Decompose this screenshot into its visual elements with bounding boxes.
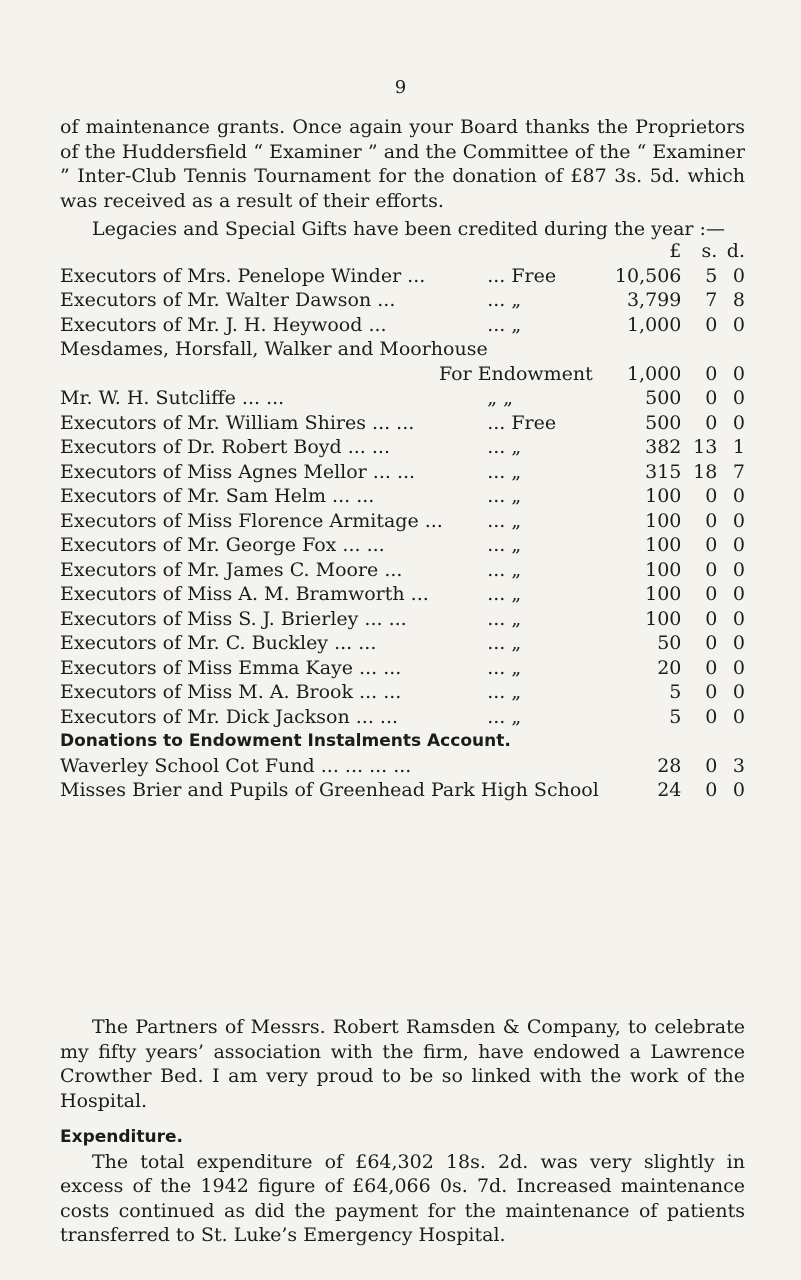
legacy-name: Executors of Mrs. Penelope Winder ...	[60, 264, 426, 287]
legacy-pounds: 500	[645, 387, 682, 409]
donations-heading-row	[60, 729, 745, 754]
legacy-shillings: 0	[705, 534, 718, 556]
endowment-row	[60, 362, 745, 387]
legacy-shillings: 0	[705, 485, 718, 507]
legacy-row	[60, 705, 745, 730]
column-heads	[60, 239, 745, 264]
legacy-pence: 0	[732, 485, 745, 507]
legacy-row	[60, 680, 745, 705]
legacy-name: Mr. W. H. Sutcliffe ... ...	[60, 387, 285, 409]
legacy-name: Executors of Mr. George Fox ... ...	[60, 534, 385, 556]
donation-row	[60, 754, 745, 779]
legacy-pounds: 500	[645, 411, 682, 434]
mesdames-line: Mesdames, Horsfall, Walker and Moorhouse	[60, 338, 488, 360]
donation-pounds: 24	[657, 779, 682, 801]
legacy-pence: 0	[732, 534, 745, 556]
pence-head: d.	[726, 240, 745, 262]
legacy-pence: 8	[732, 289, 745, 311]
legacy-name: Executors of Mr. Walter Dawson ...	[60, 289, 396, 311]
legacy-pence: 0	[732, 681, 745, 703]
donation-row	[60, 778, 745, 803]
legacy-tag: ... „	[487, 607, 522, 630]
legacy-name: Executors of Miss Florence Armitage ...	[60, 509, 443, 532]
donation-shillings: 0	[705, 754, 718, 777]
expenditure-text: The total expenditure of £64,302 18s. 2d. was very slightly in excess of the 1942 figure of £64,066 0s. 7d. Increased maintenance costs continued as did the payment for the maintenance of patients transferred to St. Luke’s Emergency Hospital.	[60, 1150, 745, 1246]
legacy-tag: ... „	[487, 681, 522, 703]
legacy-pence: 0	[732, 264, 745, 287]
donation-name: Misses Brier and Pupils of Greenhead Park High School	[60, 779, 599, 801]
legacy-row	[60, 631, 745, 656]
legacy-shillings: 0	[705, 632, 718, 654]
legacy-name: Executors of Miss M. A. Brook ... ...	[60, 681, 402, 703]
legacy-tag: „ „	[487, 387, 513, 409]
legacy-tag: ... „	[487, 632, 522, 654]
legacy-pounds: 100	[645, 583, 682, 605]
intro-text: of maintenance grants. Once again your Board thanks the Proprietors of the Huddersfield “ Examiner ” and the Committee of the “ Examiner ” Inter-Club Tennis Tournament for the donation of £87 3s. 5d. which was received as a result of their efforts.	[60, 116, 745, 212]
legacy-shillings: 0	[705, 509, 718, 532]
legacy-row	[60, 288, 745, 313]
legacy-row	[60, 386, 745, 411]
legacy-shillings: 0	[705, 411, 718, 434]
legacy-pence: 0	[732, 607, 745, 630]
donation-shillings: 0	[705, 779, 718, 801]
legacy-tag: ... „	[487, 656, 522, 679]
legacy-pounds: 3,799	[626, 289, 682, 311]
legacy-shillings: 0	[705, 607, 718, 630]
donations-heading: Donations to Endowment Instalments Account.	[60, 731, 511, 751]
legacy-pence: 0	[732, 632, 745, 654]
legacy-tag: ... Free	[487, 264, 557, 287]
legacy-shillings: 0	[705, 387, 718, 409]
legacy-pounds: 50	[657, 632, 682, 654]
intro-paragraph	[60, 115, 745, 242]
legacy-name: Executors of Mr. J. H. Heywood ...	[60, 313, 387, 336]
pounds-head: £	[669, 240, 682, 262]
legacies-table	[60, 239, 745, 803]
legacy-row	[60, 484, 745, 509]
legacy-row	[60, 656, 745, 681]
legacy-shillings: 13	[693, 436, 718, 458]
expenditure-heading: Expenditure.	[60, 1127, 183, 1147]
legacy-pounds: 20	[657, 656, 682, 679]
endowment-s: 0	[705, 362, 718, 385]
legacy-name: Executors of Mr. Dick Jackson ... ...	[60, 705, 399, 728]
endowment-pounds: 1,000	[626, 362, 682, 385]
legacy-name: Executors of Mr. C. Buckley ... ...	[60, 632, 377, 654]
legacy-pounds: 315	[645, 460, 682, 483]
legacy-pounds: 10,506	[614, 264, 682, 287]
legacy-shillings: 0	[705, 313, 718, 336]
legacy-row	[60, 411, 745, 436]
shillings-head: s.	[701, 240, 718, 262]
legacy-pounds: 100	[645, 534, 682, 556]
legacy-pence: 0	[732, 411, 745, 434]
donation-pence: 3	[732, 754, 745, 777]
legacy-pounds: 5	[669, 681, 682, 703]
legacy-pence: 0	[732, 558, 745, 581]
legacy-pence: 7	[732, 460, 745, 483]
legacy-name: Executors of Miss S. J. Brierley ... ...	[60, 607, 407, 630]
legacy-pence: 0	[732, 387, 745, 409]
legacy-row	[60, 582, 745, 607]
legacy-pounds: 100	[645, 509, 682, 532]
legacy-tag: ... „	[487, 436, 522, 458]
legacy-name: Executors of Miss A. M. Bramworth ...	[60, 583, 429, 605]
legacy-name: Executors of Mr. James C. Moore ...	[60, 558, 403, 581]
legacy-tag: ... „	[487, 460, 522, 483]
legacy-shillings: 0	[705, 656, 718, 679]
legacy-row	[60, 509, 745, 534]
legacy-name: Executors of Mr. Sam Helm ... ...	[60, 485, 375, 507]
legacy-shillings: 0	[705, 681, 718, 703]
legacy-pence: 0	[732, 705, 745, 728]
page-number: 9	[394, 77, 407, 98]
endowment-d: 0	[732, 362, 745, 385]
mesdames-row	[60, 337, 745, 362]
legacy-tag: ... „	[487, 534, 522, 556]
legacy-pence: 0	[732, 656, 745, 679]
endowment-label: For Endowment	[438, 362, 593, 385]
legacy-pounds: 100	[645, 485, 682, 507]
legacy-row	[60, 460, 745, 485]
legacy-shillings: 18	[693, 460, 718, 483]
legacy-tag: ... „	[487, 289, 522, 311]
legacy-pounds: 100	[645, 558, 682, 581]
legacy-tag: ... „	[487, 705, 522, 728]
legacy-pence: 0	[732, 313, 745, 336]
legacies-intro: Legacies and Special Gifts have been credited during the year :—	[92, 218, 725, 240]
legacy-row	[60, 533, 745, 558]
legacy-name: Executors of Mr. William Shires ... ...	[60, 411, 415, 434]
legacy-name: Executors of Dr. Robert Boyd ... ...	[60, 436, 390, 458]
legacy-shillings: 5	[705, 264, 718, 287]
legacy-tag: ... „	[487, 485, 522, 507]
legacy-name: Executors of Miss Agnes Mellor ... ...	[60, 460, 416, 483]
legacy-row	[60, 558, 745, 583]
legacy-row	[60, 435, 745, 460]
partners-text: The Partners of Messrs. Robert Ramsden & Company, to celebrate my fifty years’ association with the firm, have endowed a Lawrence Crowther Bed. I am very proud to be so linked with the work of the Hospital.	[60, 1016, 745, 1112]
legacy-tag: ... „	[487, 509, 522, 532]
partners-paragraph	[60, 1015, 745, 1113]
legacy-tag: ... „	[487, 583, 522, 605]
donation-name: Waverley School Cot Fund ... ... ... ...	[60, 754, 412, 777]
legacy-pounds: 5	[669, 705, 682, 728]
donation-pence: 0	[732, 779, 745, 801]
legacy-shillings: 7	[705, 289, 718, 311]
legacy-tag: ... „	[487, 558, 522, 581]
legacy-row	[60, 264, 745, 289]
legacy-row	[60, 313, 745, 338]
legacy-tag: ... „	[487, 313, 522, 336]
legacy-tag: ... Free	[487, 411, 557, 434]
legacy-name: Executors of Miss Emma Kaye ... ...	[60, 656, 402, 679]
donation-pounds: 28	[657, 754, 682, 777]
legacy-pence: 0	[732, 583, 745, 605]
legacy-pounds: 382	[645, 436, 682, 458]
legacy-shillings: 0	[705, 558, 718, 581]
legacy-pounds: 100	[645, 607, 682, 630]
legacy-pence: 1	[732, 436, 745, 458]
legacy-pounds: 1,000	[626, 313, 682, 336]
legacy-shillings: 0	[705, 705, 718, 728]
legacy-row	[60, 607, 745, 632]
legacy-shillings: 0	[705, 583, 718, 605]
expenditure-section	[60, 1125, 745, 1248]
legacy-pence: 0	[732, 509, 745, 532]
